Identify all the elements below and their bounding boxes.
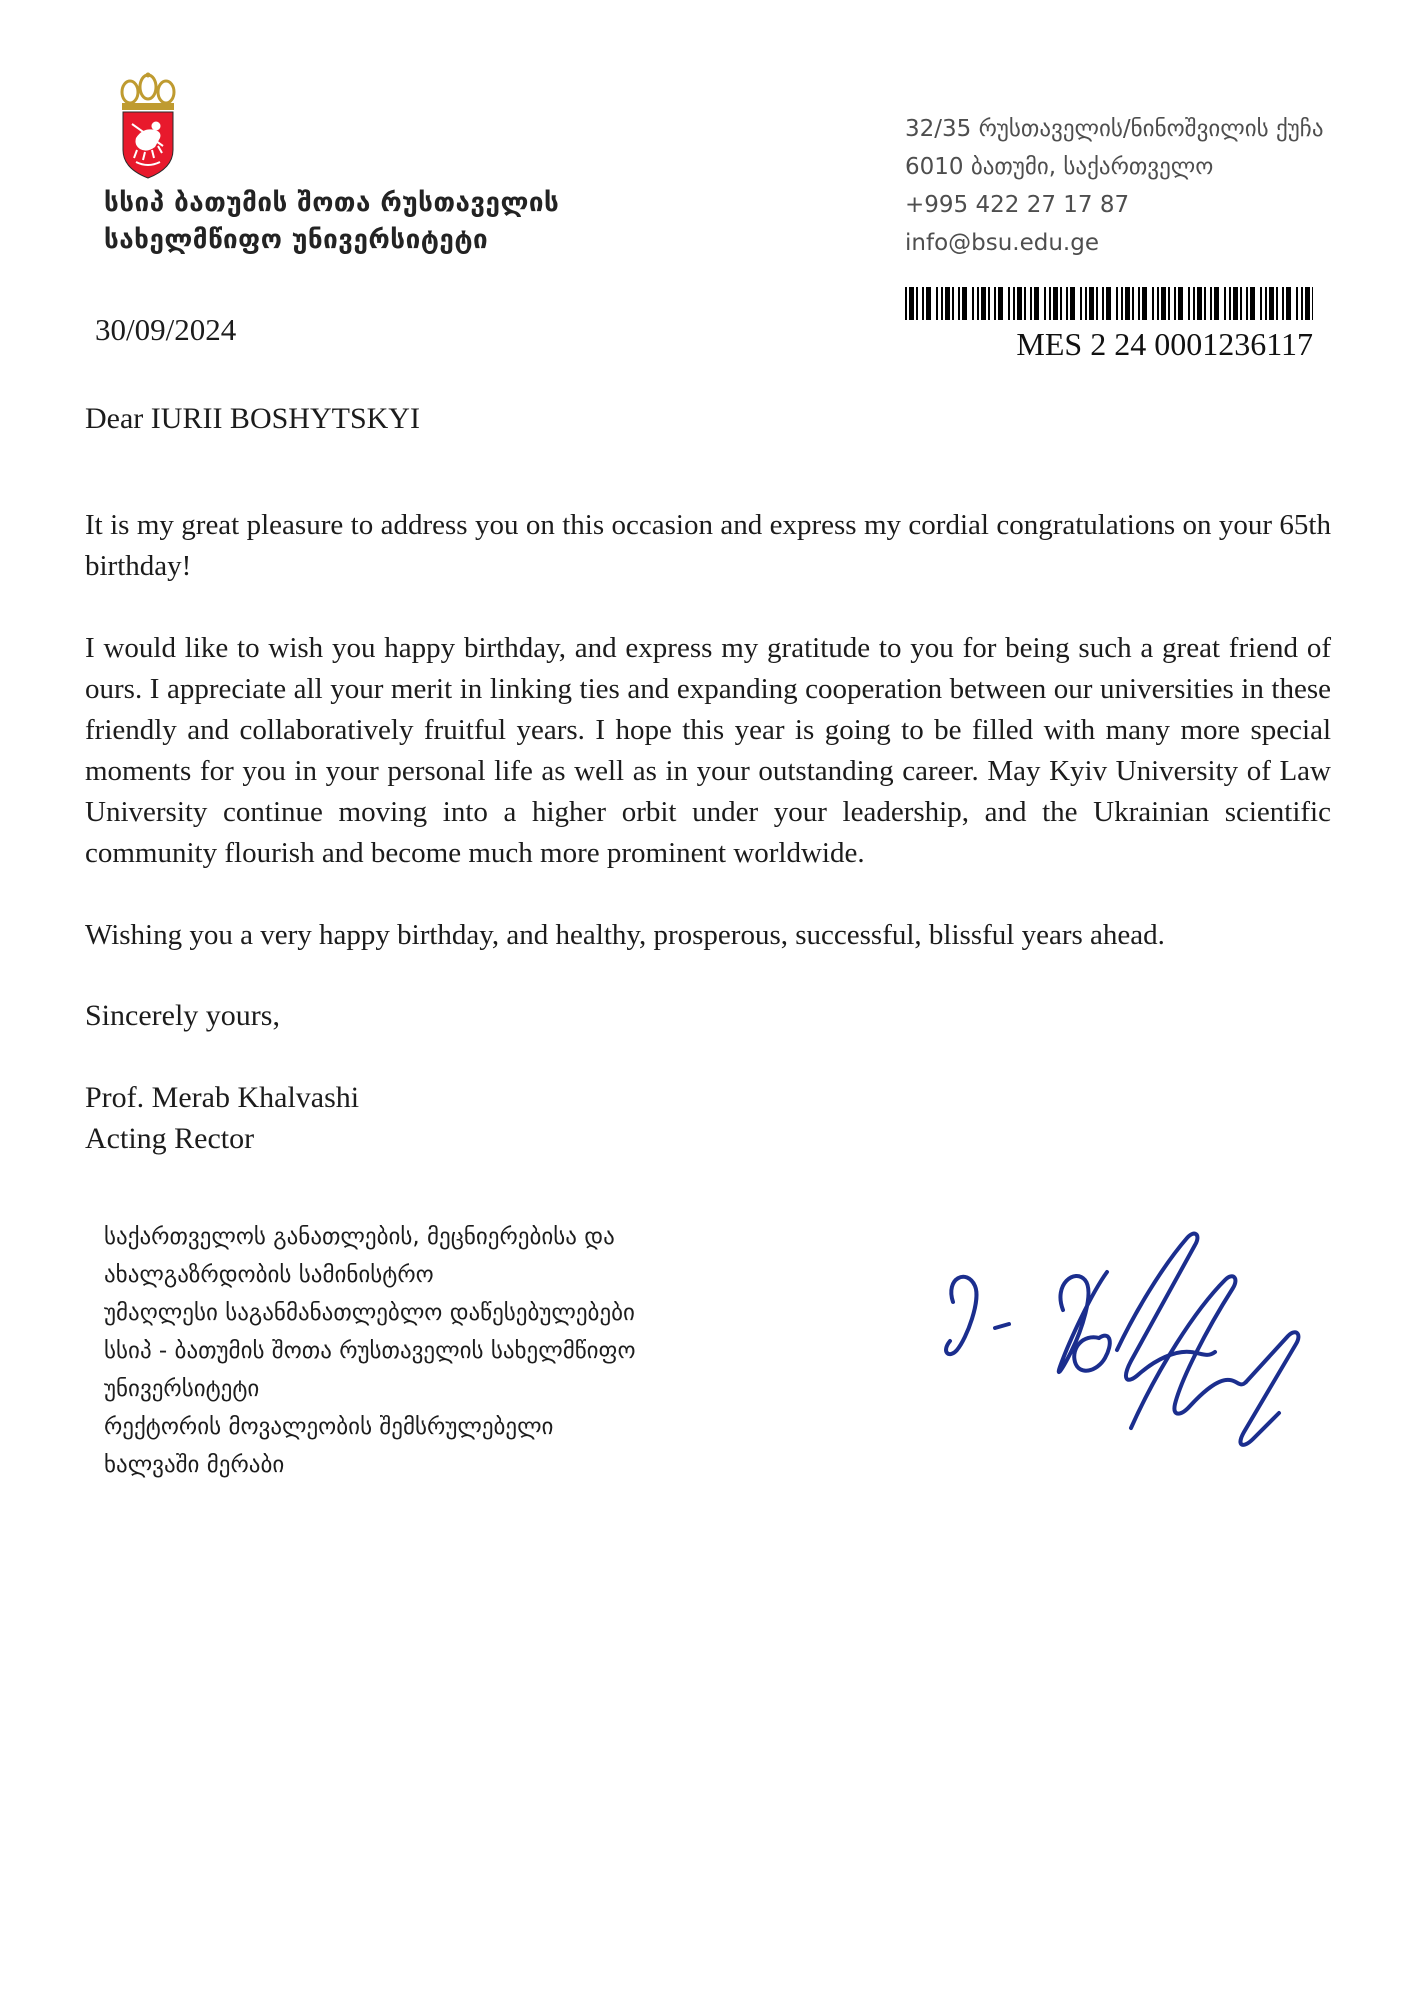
- footer-line: ხალვაში მერაბი: [104, 1452, 285, 1478]
- address-email: info@bsu.edu.ge: [905, 230, 1099, 256]
- georgia-coat-of-arms-logo: [103, 72, 193, 180]
- signatory-name: Prof. Merab Khalvashi: [85, 1081, 360, 1114]
- salutation: Dear IURII BOSHYTSKYI: [85, 402, 420, 435]
- address-street: 32/35 რუსთაველის/ნინოშვილის ქუჩა: [905, 116, 1324, 142]
- footer-line: უმაღლესი საგანმანათლებლო დაწესებულებები: [104, 1300, 635, 1326]
- footer-line: საქართველოს განათლების, მეცნიერებისა და: [104, 1224, 615, 1250]
- footer-line: უნივერსიტეტი: [104, 1376, 260, 1402]
- address-city: 6010 ბათუმი, საქართველო: [905, 154, 1214, 180]
- letter-date: 30/09/2024: [95, 312, 237, 347]
- georgian-footer: [104, 1218, 636, 1484]
- handwritten-signature: [895, 1160, 1325, 1470]
- university-name-line: სახელმწიფო უნივერსიტეტი: [104, 225, 489, 255]
- address-phone: +995 422 27 17 87: [905, 192, 1130, 218]
- signatory-title: Acting Rector: [85, 1122, 255, 1155]
- letterhead-address: [905, 110, 1324, 262]
- paragraph: It is my great pleasure to address you on this occasion and express my cordial congratulations on your 65th birthday!: [85, 509, 1331, 582]
- paragraph: I would like to wish you happy birthday, and express my gratitude to you for being such a great friend of ours. I appreciate all your merit in linking ties and expanding cooperation between our universities in these friendly and collaboratively fruitful years. I hope this year is going to be filled with many more special moments for you in your personal life as well as in your outstanding career. May Kyiv University of Law University continue moving into a higher orbit under your leadership, and the Ukrainian scientific community flourish and become much more prominent worldwide.: [85, 632, 1331, 869]
- letter-body: [85, 505, 1331, 997]
- paragraph: Wishing you a very happy birthday, and healthy, prosperous, successful, blissful years ahead.: [85, 919, 1165, 951]
- closing-phrase: Sincerely yours,: [85, 999, 280, 1032]
- closing-block: [85, 995, 359, 1159]
- footer-line: რექტორის მოვალეობის შემსრულებელი: [104, 1414, 554, 1440]
- university-name: [104, 185, 559, 259]
- barcode: [905, 287, 1313, 320]
- footer-line: სსიპ - ბათუმის შოთა რუსთაველის სახელმწიფო: [104, 1338, 636, 1364]
- barcode-number: MES 2 24 0001236117: [1016, 326, 1313, 362]
- footer-line: ახალგაზრდობის სამინისტრო: [104, 1262, 434, 1288]
- university-name-line: სსიპ ბათუმის შოთა რუსთაველის: [104, 188, 560, 218]
